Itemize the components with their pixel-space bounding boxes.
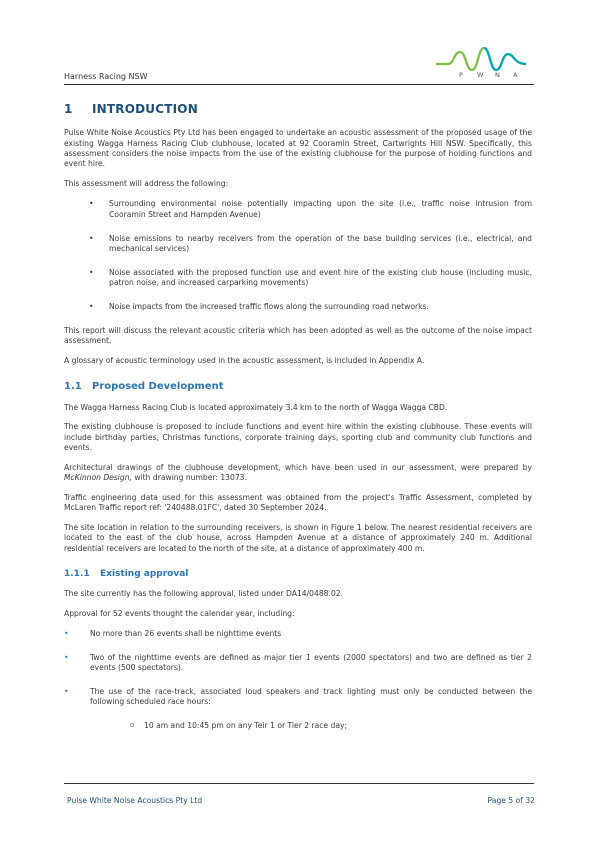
intro-paragraph-4: A glossary of acoustic terminology used in the acoustic assessment, is included in Appendix A.: [64, 355, 425, 365]
development-paragraph-4: Traffic engineering data used for this assessment was obtained from the project's Traffic Assessment, completed by McLaren Traffic report ref: '240488.01FC', dated 30 September 2024.: [64, 492, 532, 513]
intro-paragraph-1: Pulse White Noise Acoustics Pty Ltd has been engaged to undertake an acoustic assessment of the proposed usage of the existing Wagga Harness Racing Club clubhouse, located at 92 Cooramin Street, Cartwrights Hill NSW. Specifically, this assessment considers the noise impacts from the use of the existing clubhouse for the purpose of holding functions and event hire.: [64, 128, 532, 169]
section-title: Existing approval: [100, 569, 189, 580]
list-item: • Noise associated with the proposed function use and event hire of the existing club house (including music, patron noise, and increased carparking movements): [89, 267, 532, 287]
approval-bullet-list: [64, 629, 532, 708]
logo-letter-n: N: [495, 71, 500, 79]
list-item: • The use of the race-track, associated loud speakers and track lighting must only be conducted between the following scheduled race hours:: [64, 686, 532, 707]
pwna-logo: [434, 40, 528, 80]
bullet-icon: •: [64, 686, 69, 696]
development-paragraph-1: The Wagga Harness Racing Club is located approximately 3.4 km to the north of Wagga Wagga CBD.: [64, 402, 448, 412]
list-item: • Noise emissions to nearby receivers from the operation of the base building services (i.e., electrical, and mechanical services): [89, 233, 532, 253]
list-item: • Noise impacts from the increased traffic flows along the surrounding road networks.: [89, 301, 429, 311]
bullet-icon: •: [89, 301, 94, 311]
development-paragraph-3: Architectural drawings of the clubhouse development, which have been used in our assessment, were prepared by McKinnon Design, with drawing number: 13073.: [64, 462, 532, 483]
logo-wave: [436, 48, 526, 70]
bullet-icon: •: [89, 233, 94, 243]
logo-letter-w: W: [477, 71, 484, 79]
list-item: • Two of the nighttime events are defined as major tier 1 events (2000 spectators) and two are defined as tier 2 events (500 spectators).: [64, 652, 532, 673]
intro-paragraph-3: This report will discuss the relevant acoustic criteria which has been adopted as well as the outcome of the noise impact assessment.: [64, 325, 532, 345]
list-item: • No more than 26 events shall be nighttime events: [64, 628, 282, 638]
page-content: [64, 101, 532, 731]
bullet-icon: •: [64, 652, 69, 662]
section-number: 1: [64, 102, 73, 116]
approval-paragraph-1: The site currently has the following approval, listed under DA14/0488.02.: [64, 589, 343, 599]
designer-name: McKinnon Design,: [64, 473, 132, 483]
circle-bullet-icon: o: [130, 720, 135, 729]
section-heading-1-1: [64, 380, 532, 394]
development-paragraph-2: The existing clubhouse is proposed to include functions and event hire within the existing clubhouse. These events will include birthday parties, Christmas functions, corporate training days, sporting club and community club functions and events.: [64, 422, 532, 453]
bullet-icon: •: [64, 628, 69, 638]
footer-page-number: Page 5 of 32: [487, 796, 535, 805]
bullet-icon: •: [89, 199, 94, 209]
header-rule: [64, 84, 534, 85]
list-item: o 10 am and 10:45 pm on any Teir 1 or Tier 2 race day;: [130, 720, 348, 730]
section-title: INTRODUCTION: [92, 102, 198, 116]
bullet-icon: •: [89, 267, 94, 277]
header-title: Harness Racing NSW: [64, 72, 148, 81]
development-paragraph-5: The site location in relation to the surrounding receivers, is shown in Figure 1 below. The nearest residential receivers are located to the east of the club house, across Hampden Avenue at a distance of approximately 240 m. Additional residential receivers are located to the north of the site, at a distance of approximately 400 m.: [64, 523, 532, 553]
section-number: 1.1.1: [64, 569, 90, 580]
list-item: • Surrounding environmental noise potentially impacting upon the site (i.e., traffic noise intrusion from Cooramin Street and Hampden Avenue): [89, 199, 532, 219]
logo-letter-p: P: [459, 71, 463, 79]
section-heading-1: [64, 101, 532, 117]
intro-bullet-list: [64, 199, 532, 312]
approval-paragraph-2: Approval for 52 events thought the calendar year, including:: [64, 609, 295, 619]
footer-rule: [64, 783, 534, 784]
section-heading-1-1-1: [64, 568, 532, 580]
section-title: Proposed Development: [92, 381, 224, 392]
footer-company: Pulse White Noise Acoustics Pty Ltd: [67, 796, 203, 805]
section-number: 1.1: [64, 381, 82, 392]
intro-paragraph-2: This assessment will address the following:: [64, 179, 229, 189]
logo-letter-a: A: [513, 71, 518, 79]
approval-sub-list: [64, 721, 532, 731]
